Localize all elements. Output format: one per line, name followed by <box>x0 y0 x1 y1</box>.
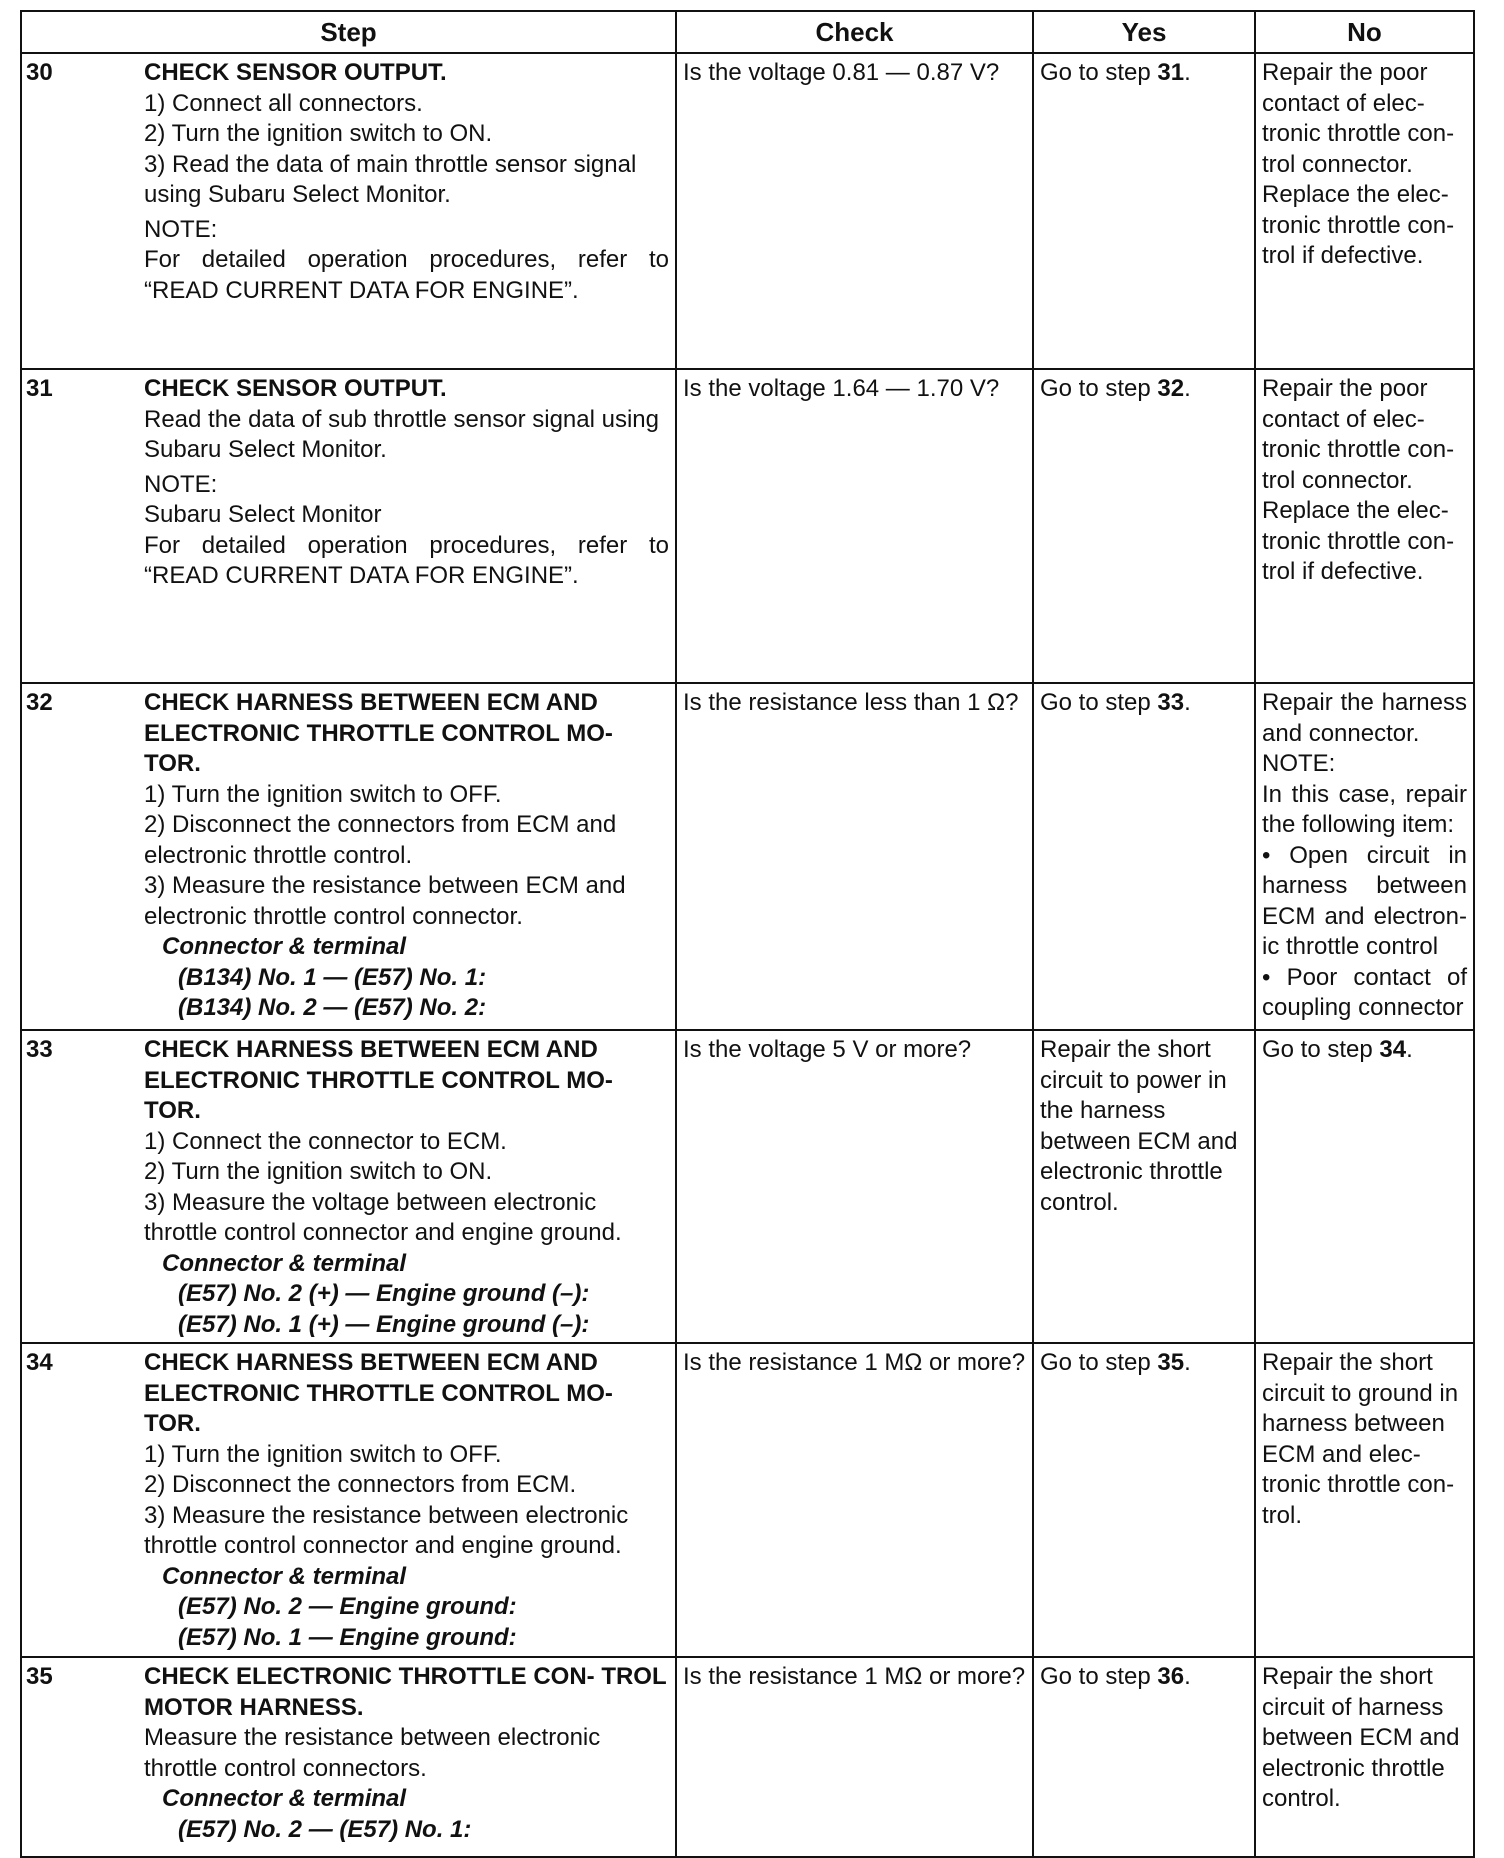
no-line: Repair the short circuit of harness between ECM and electronic throttle control. <box>1262 1663 1460 1812</box>
no-line: In this case, repair the following item: <box>1262 780 1467 838</box>
header-no: No <box>1255 11 1474 53</box>
yes-step-number: 33 <box>1157 689 1185 716</box>
yes-step-number: 35 <box>1157 1349 1185 1376</box>
yes-suffix: . <box>1184 1349 1191 1376</box>
table-row <box>21 1657 1474 1857</box>
table-header-row <box>21 11 1474 53</box>
no-line: Repair the poor contact of elec- tronic throttle con- trol connector. <box>1262 59 1455 178</box>
step-title: CHECK SENSOR OUTPUT. <box>144 375 447 402</box>
no-line: NOTE: <box>1262 750 1336 777</box>
table-row <box>21 1030 1474 1343</box>
yes-suffix: . <box>1184 59 1191 86</box>
table-row <box>21 1343 1474 1657</box>
connector-terminal-value: (B134) No. 1 — (E57) No. 1: <box>178 963 487 991</box>
step-line: 3) Read the data of main throttle sensor signal using Subaru Select Monitor. <box>144 150 637 208</box>
header-yes: Yes <box>1033 11 1255 53</box>
step-line: 1) Turn the ignition switch to OFF. <box>144 780 502 808</box>
yes-cell <box>1033 683 1255 1030</box>
yes-prefix: Go to step <box>1040 375 1158 402</box>
no-cell <box>1255 1657 1474 1857</box>
connector-terminal-value: (E57) No. 1 — Engine ground: <box>178 1623 517 1651</box>
connector-terminal-label: Connector & terminal <box>162 1785 407 1812</box>
no-line: Repair the short circuit to ground in harness between ECM and elec- tronic throttle con- trol. <box>1262 1349 1459 1529</box>
connector-terminal-label: Connector & terminal <box>162 1249 407 1277</box>
yes-suffix: . <box>1184 1663 1191 1690</box>
step-line: Measure the resistance between electronic throttle control connectors. <box>144 1724 601 1782</box>
connector-terminal-value: (E57) No. 1 (+) — Engine ground (–): <box>178 1310 590 1338</box>
step-line: 2) Turn the ignition switch to ON. <box>144 1158 493 1185</box>
step-line: 3) Measure the voltage between electronic throttle control connector and engine ground. <box>144 1188 622 1246</box>
yes-step-number: 32 <box>1157 375 1185 402</box>
no-step-number: 34 <box>1379 1036 1407 1063</box>
step-title: CHECK SENSOR OUTPUT. <box>144 59 447 86</box>
table-row <box>21 53 1474 369</box>
step-number: 35 <box>26 1663 53 1690</box>
connector-terminal-label: Connector & terminal <box>162 933 407 960</box>
step-line: 3) Measure the resistance between ECM and electronic throttle control connector. <box>144 872 626 930</box>
step-cell <box>21 1030 676 1343</box>
table-row <box>21 683 1474 1030</box>
yes-step-number: 36 <box>1157 1663 1185 1690</box>
step-number: 32 <box>26 689 53 716</box>
yes-prefix: Go to step <box>1040 1663 1158 1690</box>
step-cell <box>21 683 676 1030</box>
yes-prefix: Go to step <box>1040 689 1158 716</box>
step-line: 1) Turn the ignition switch to OFF. <box>144 1440 502 1468</box>
step-line: 1) Connect the connector to ECM. <box>144 1127 507 1155</box>
step-line: 2) Turn the ignition switch to ON. <box>144 120 493 147</box>
yes-cell: Repair the short circuit to power in the harness between ECM and electronic throttle control. <box>1033 1030 1255 1343</box>
step-title: CHECK ELECTRONIC THROTTLE CON- TROL MOTOR HARNESS. <box>144 1663 667 1721</box>
step-number: 31 <box>26 375 53 402</box>
step-number: 34 <box>26 1349 53 1376</box>
step-line: 2) Disconnect the connectors from ECM. <box>144 1471 577 1498</box>
step-number: 33 <box>26 1036 53 1063</box>
note-label: NOTE: <box>144 215 218 243</box>
yes-step-number: 31 <box>1157 59 1185 86</box>
yes-prefix: Go to step <box>1040 59 1158 86</box>
no-suffix: . <box>1406 1036 1413 1063</box>
step-title: CHECK HARNESS BETWEEN ECM AND ELECTRONIC THROTTLE CONTROL MO- TOR. <box>144 1349 613 1437</box>
no-line: Repair the harness and connector. <box>1262 689 1467 747</box>
note-line: For detailed operation procedures, refer to “READ CURRENT DATA FOR ENGINE”. <box>144 531 669 589</box>
step-title: CHECK HARNESS BETWEEN ECM AND ELECTRONIC THROTTLE CONTROL MO- TOR. <box>144 689 613 777</box>
connector-terminal-label: Connector & terminal <box>162 1562 407 1590</box>
yes-cell <box>1033 1343 1255 1657</box>
connector-terminal-value: (E57) No. 2 — Engine ground: <box>178 1593 517 1620</box>
yes-cell <box>1033 369 1255 683</box>
no-cell <box>1255 683 1474 1030</box>
check-cell: Is the voltage 0.81 — 0.87 V? <box>676 53 1033 369</box>
note-line: Subaru Select Monitor <box>144 501 382 528</box>
header-check: Check <box>676 11 1033 53</box>
no-cell <box>1255 1030 1474 1343</box>
note-label: NOTE: <box>144 470 218 498</box>
step-cell <box>21 1657 676 1857</box>
step-line: 2) Disconnect the connectors from ECM and electronic throttle control. <box>144 811 617 869</box>
no-cell <box>1255 369 1474 683</box>
diagnostic-table <box>20 10 1475 1858</box>
step-number: 30 <box>26 59 53 86</box>
connector-terminal-value: (B134) No. 2 — (E57) No. 2: <box>178 994 487 1021</box>
step-line: Read the data of sub throttle sensor signal using Subaru Select Monitor. <box>144 405 659 463</box>
check-cell: Is the voltage 1.64 — 1.70 V? <box>676 369 1033 683</box>
connector-terminal-value: (E57) No. 2 (+) — Engine ground (–): <box>178 1280 590 1307</box>
check-cell: Is the resistance 1 MΩ or more? <box>676 1343 1033 1657</box>
no-cell <box>1255 1343 1474 1657</box>
step-cell <box>21 53 676 369</box>
step-cell <box>21 369 676 683</box>
no-cell <box>1255 53 1474 369</box>
check-cell: Is the voltage 5 V or more? <box>676 1030 1033 1343</box>
yes-cell <box>1033 53 1255 369</box>
table-row <box>21 369 1474 683</box>
header-step: Step <box>21 11 676 53</box>
no-line: Replace the elec- tronic throttle con- trol if defective. <box>1262 497 1455 585</box>
connector-terminal-value: (E57) No. 2 — (E57) No. 1: <box>178 1815 472 1843</box>
note-line: For detailed operation procedures, refer to “READ CURRENT DATA FOR ENGINE”. <box>144 246 669 304</box>
yes-prefix: Go to step <box>1040 1349 1158 1376</box>
check-cell: Is the resistance 1 MΩ or more? <box>676 1657 1033 1857</box>
yes-suffix: . <box>1184 689 1191 716</box>
no-line: Repair the poor contact of elec- tronic throttle con- trol connector. <box>1262 375 1455 494</box>
step-title: CHECK HARNESS BETWEEN ECM AND ELECTRONIC THROTTLE CONTROL MO- TOR. <box>144 1036 613 1124</box>
check-cell: Is the resistance less than 1 Ω? <box>676 683 1033 1030</box>
step-line: 3) Measure the resistance between electronic throttle control connector and engine ground. <box>144 1501 629 1559</box>
no-line: • Poor contact of coupling connector <box>1262 963 1467 1021</box>
yes-suffix: . <box>1184 375 1191 402</box>
yes-cell <box>1033 1657 1255 1857</box>
no-prefix: Go to step <box>1262 1036 1380 1063</box>
step-cell <box>21 1343 676 1657</box>
no-line: Replace the elec- tronic throttle con- trol if defective. <box>1262 181 1455 269</box>
no-line: • Open circuit in harness between ECM and electron- ic throttle control <box>1262 841 1467 960</box>
step-line: 1) Connect all connectors. <box>144 89 423 117</box>
